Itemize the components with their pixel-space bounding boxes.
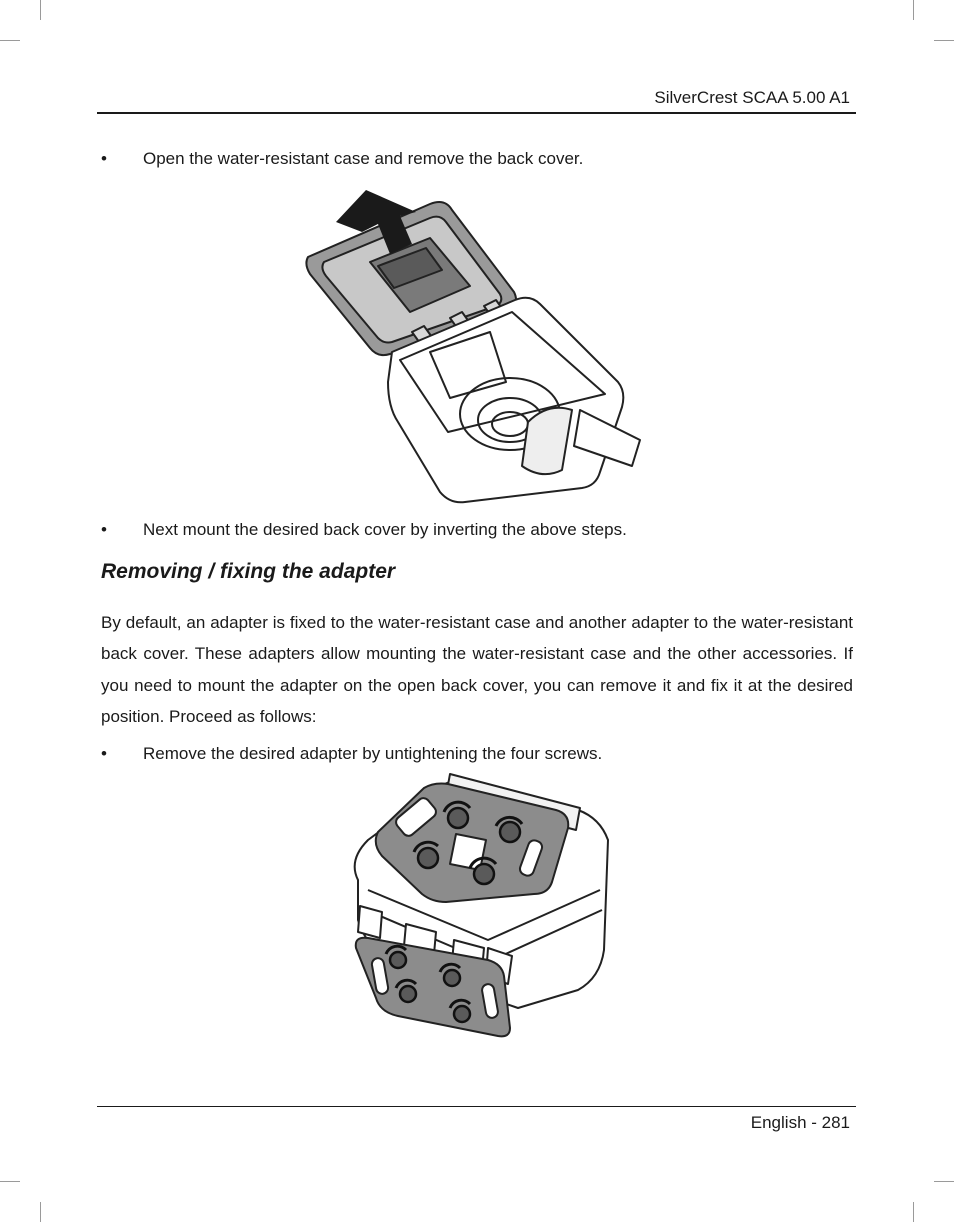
crop-mark — [934, 40, 954, 41]
crop-mark — [0, 40, 20, 41]
bullet-text: Next mount the desired back cover by inverting the above steps. — [143, 520, 627, 539]
body-paragraph: By default, an adapter is fixed to the water-resistant case and another adapter to the water-resistant back cover. These adapters allow mounting the water-resistant case and the other accessories. If you need to mount the adapter on the open back cover, you can remove it and fix it at the desired position. Proceed as follows: — [101, 613, 853, 726]
bullet-symbol: • — [101, 149, 107, 168]
adapter-screws-illustration — [338, 770, 618, 1042]
crop-mark — [913, 1202, 914, 1222]
bullet-symbol: • — [101, 520, 107, 539]
crop-mark — [913, 0, 914, 20]
bullet-text: Open the water-resistant case and remove the back cover. — [143, 149, 584, 168]
crop-mark — [0, 1181, 20, 1182]
bullet-symbol: • — [101, 744, 107, 763]
bullet-text: Remove the desired adapter by untightening the four screws. — [143, 744, 603, 763]
crop-mark — [40, 0, 41, 20]
running-header: SilverCrest SCAA 5.00 A1 — [654, 88, 850, 107]
section-heading: Removing / fixing the adapter — [101, 560, 396, 583]
header-rule — [97, 112, 856, 114]
open-case-illustration — [300, 182, 650, 507]
footer-rule — [97, 1106, 856, 1107]
crop-mark — [934, 1181, 954, 1182]
page-number: English - 281 — [750, 1113, 850, 1132]
crop-mark — [40, 1202, 41, 1222]
